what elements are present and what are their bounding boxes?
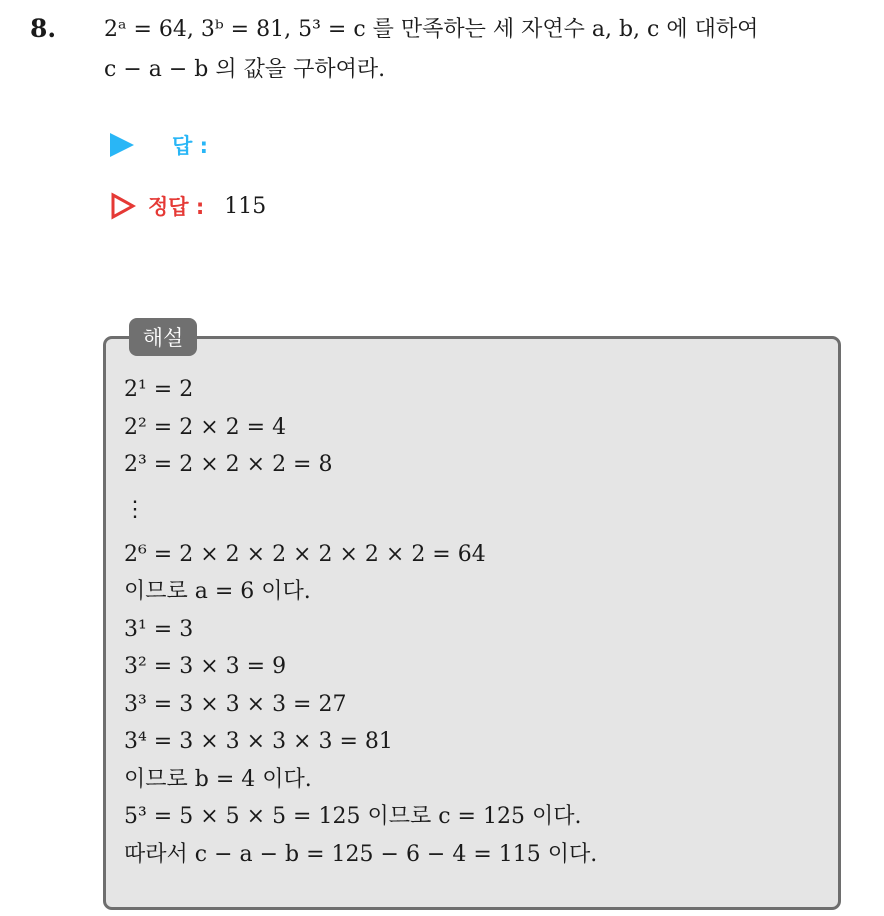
solution-line: 이므로 a = 6 이다. [124, 579, 311, 604]
hollow-play-icon [110, 192, 136, 220]
solution-line: 3³ = 3 × 3 × 3 = 27 [124, 691, 347, 717]
question-line-1: 2ᵃ = 64, 3ᵇ = 81, 5³ = c 를 만족하는 세 자연수 a, b, c 에 대하여 [104, 17, 759, 42]
solution-line: 3¹ = 3 [124, 616, 194, 642]
solution-lines [124, 371, 597, 873]
solution-line: 2¹ = 2 [124, 377, 194, 402]
solution-line: 3² = 3 × 3 = 9 [124, 654, 287, 679]
solution-line: 2² = 2 × 2 = 4 [124, 414, 287, 440]
answer-label: 답 : [172, 134, 208, 158]
answer-row [110, 128, 208, 162]
solution-line: 2⁶ = 2 × 2 × 2 × 2 × 2 × 2 = 64 [124, 541, 486, 567]
solution-line: 2³ = 2 × 2 × 2 = 8 [124, 452, 333, 477]
correct-answer-label: 정답 : [148, 195, 205, 219]
solution-line: 5³ = 5 × 5 × 5 = 125 이므로 c = 125 이다. [124, 804, 582, 829]
play-icon [110, 133, 134, 157]
solution-line: 3⁴ = 3 × 3 × 3 × 3 = 81 [124, 729, 393, 754]
solution-line: 따라서 c − a − b = 125 − 6 − 4 = 115 이다. [124, 841, 598, 867]
question-line-2: c − a − b 의 값을 구하여라. [104, 57, 386, 82]
problem-number: 8. [30, 14, 57, 43]
solution-line: 이므로 b = 4 이다. [124, 766, 312, 792]
solution-tag: 해설 [129, 318, 197, 356]
correct-answer-row [110, 188, 266, 224]
solution-vdots: ⋮ [124, 496, 146, 522]
correct-answer-value: 115 [224, 193, 267, 219]
